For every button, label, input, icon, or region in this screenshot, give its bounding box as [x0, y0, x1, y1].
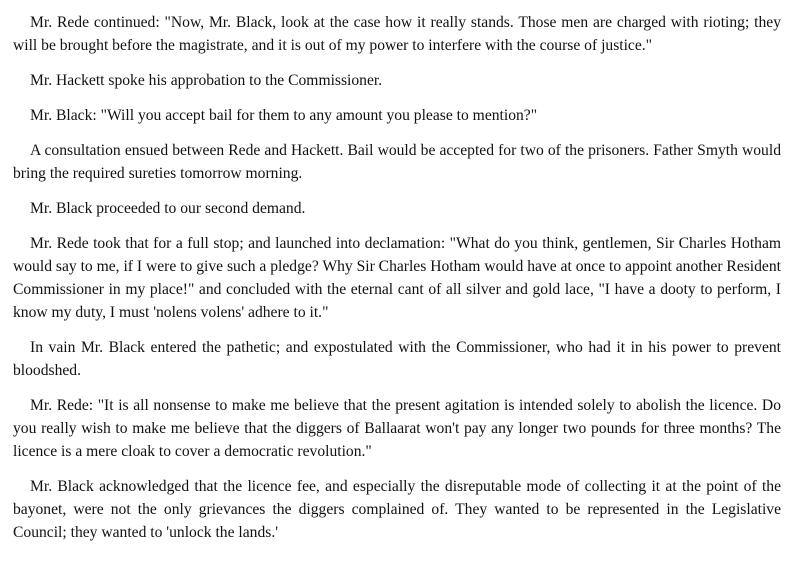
paragraph-consultation: A consultation ensued between Rede and Hackett. Bail would be accepted for two of the prisoners. Father Smyth would bring the required sureties tomorrow morning.: [13, 142, 781, 182]
paragraph-black-grievances: Mr. Black acknowledged that the licence fee, and especially the disreputable mode of collecting it at the point of the bayonet, were not the only grievances the diggers complained of. They wanted to be represented in the Legislative Council; they wanted to 'unlock the lands.': [13, 478, 781, 541]
paragraph-rede-continued: Mr. Rede continued: "Now, Mr. Black, look at the case how it really stands. Those men are charged with rioting; they will be brought before the magistrate, and it is out of my power to interfere with the course of justice.": [13, 14, 781, 54]
paragraph-black-bail-request: Mr. Black: "Will you accept bail for them to any amount you please to mention?": [30, 107, 538, 124]
paragraph-second-demand: Mr. Black proceeded to our second demand.: [30, 200, 306, 217]
paragraph-rede-declamation: Mr. Rede took that for a full stop; and launched into declamation: "What do you think, gentlemen, Sir Charles Hotham would say to me, if I were to give such a pledge? Why Sir Charles Hotham would have at once to appoint another Resident Commissioner in my place!" and concluded with the eternal cant of all silver and gold lace, "I have a dooty to perform, I know my duty, I must 'nolens volens' adhere to it.": [13, 235, 781, 321]
paragraph-rede-nonsense: Mr. Rede: "It is all nonsense to make me believe that the present agitation is intended solely to abolish the licence. Do you really wish to make me believe that the diggers of Ballaarat won't pay any longer two pounds for three months? The licence is a mere cloak to cover a democratic revolution.": [13, 397, 781, 460]
paragraph-black-pathetic: In vain Mr. Black entered the pathetic; and expostulated with the Commissioner, who had it in his power to prevent bloodshed.: [13, 339, 781, 379]
paragraph-hackett-approbation: Mr. Hackett spoke his approbation to the Commissioner.: [30, 72, 383, 89]
